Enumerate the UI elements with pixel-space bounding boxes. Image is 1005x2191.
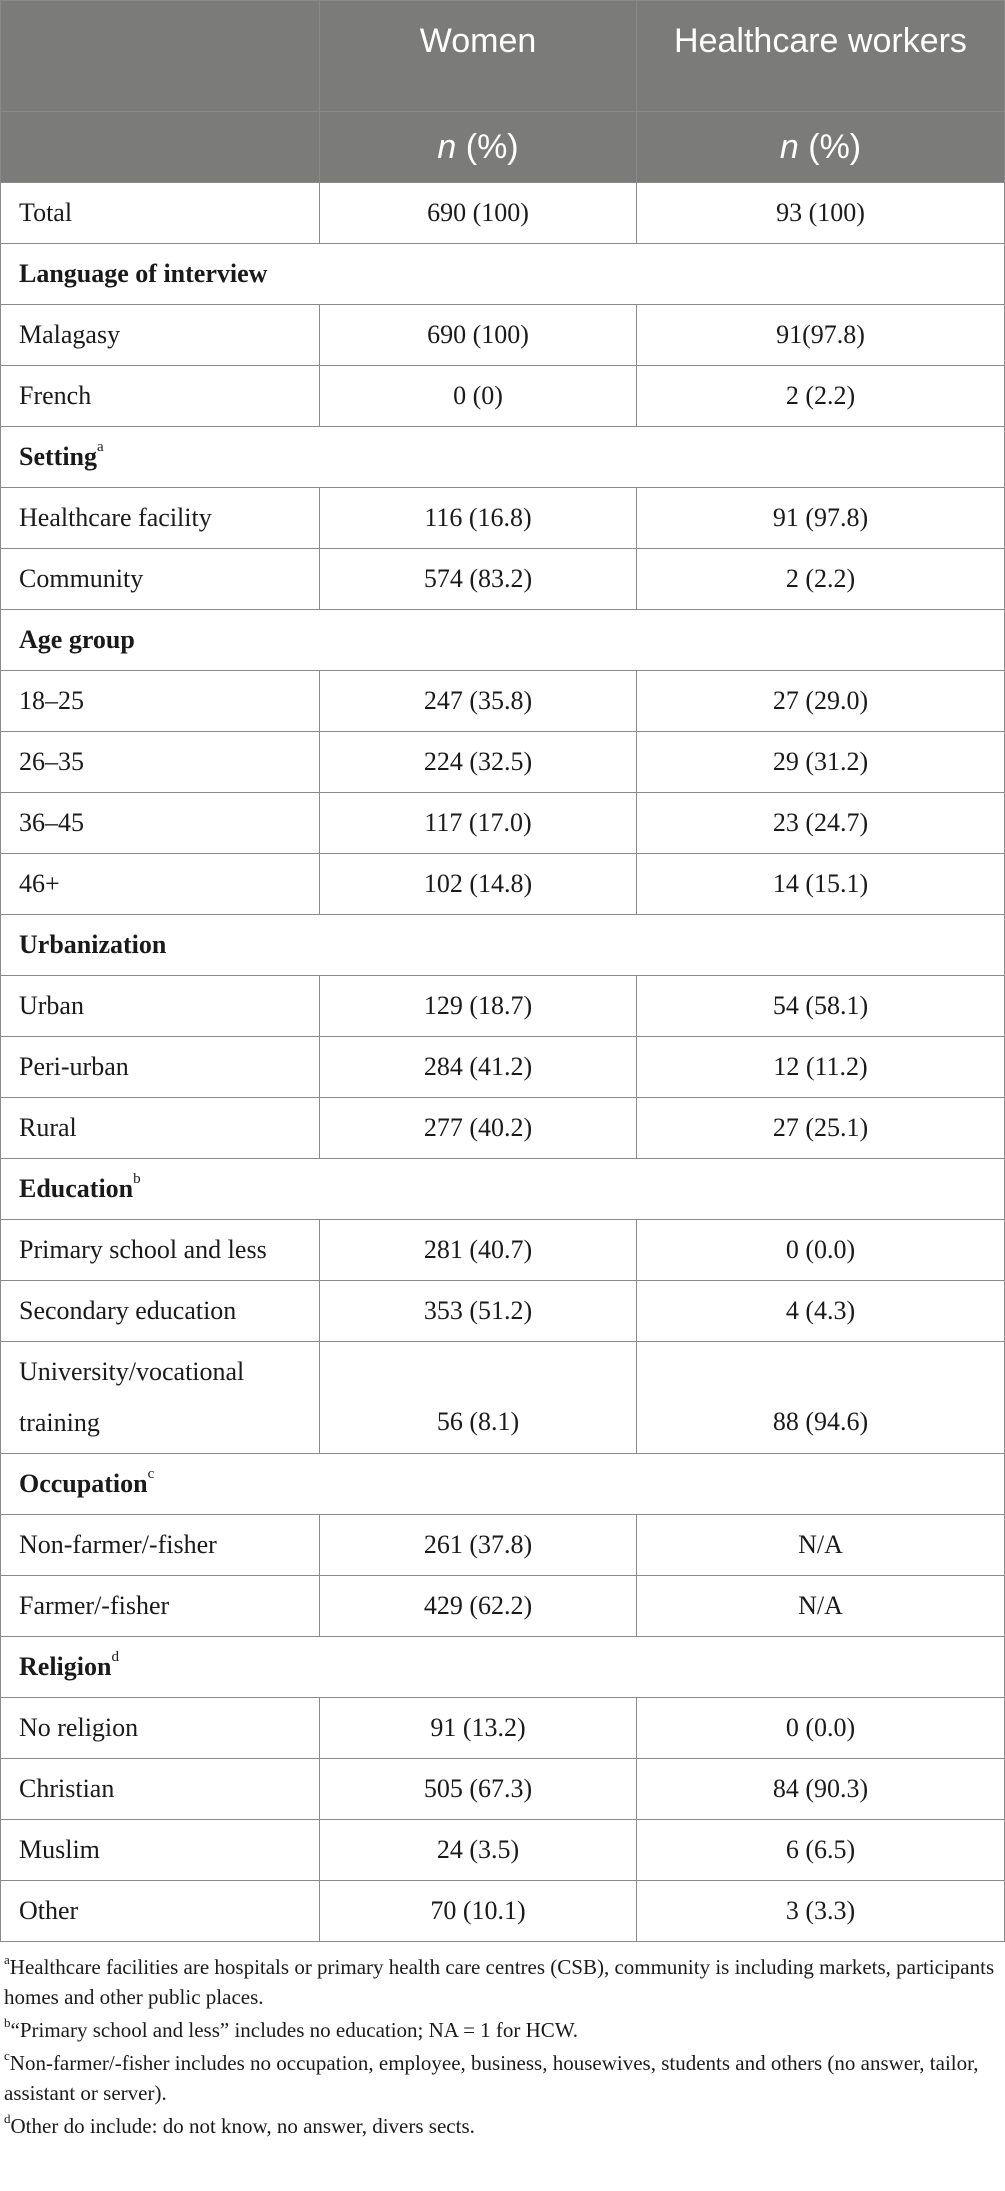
- table-row: [1, 854, 1005, 915]
- section-title: Education: [19, 1174, 134, 1203]
- n-symbol: n: [437, 128, 457, 166]
- row-label: University/vocational training: [1, 1342, 320, 1454]
- hcw-value: 3 (3.3): [637, 1881, 1005, 1942]
- hcw-value: 84 (90.3): [637, 1759, 1005, 1820]
- table-row: [1, 671, 1005, 732]
- hcw-value: 27 (29.0): [637, 671, 1005, 732]
- row-label: Community: [1, 549, 320, 610]
- header-women-unit: [320, 112, 637, 183]
- hcw-value: 2 (2.2): [637, 549, 1005, 610]
- table-row: [1, 732, 1005, 793]
- women-value: 91 (13.2): [320, 1698, 637, 1759]
- footnote-marker: c: [147, 1466, 155, 1483]
- women-value: 24 (3.5): [320, 1820, 637, 1881]
- women-value: 505 (67.3): [320, 1759, 637, 1820]
- table-row: [1, 366, 1005, 427]
- women-value: 690 (100): [320, 183, 637, 244]
- hcw-value: 54 (58.1): [637, 976, 1005, 1037]
- percent-label: (%): [798, 128, 862, 166]
- n-symbol: n: [779, 128, 799, 166]
- table-row: [1, 976, 1005, 1037]
- hcw-value: 91(97.8): [637, 305, 1005, 366]
- section-row: [1, 915, 1005, 976]
- women-value: 690 (100): [320, 305, 637, 366]
- footnote-text: Healthcare facilities are hospitals or primary health care centres (CSB), community is including markets, participants homes and other public places.: [4, 1955, 995, 2009]
- footnote: [0, 1952, 1000, 2012]
- section-title: Language of interview: [19, 259, 268, 288]
- table-row: [1, 793, 1005, 854]
- women-value: 281 (40.7): [320, 1220, 637, 1281]
- section-title: Urbanization: [19, 930, 167, 959]
- table-row: [1, 1515, 1005, 1576]
- table-row: [1, 183, 1005, 244]
- header-blank-cell: [1, 112, 320, 183]
- section-title: Occupation: [19, 1469, 148, 1498]
- table-row: [1, 549, 1005, 610]
- footnote-marker: d: [4, 2111, 11, 2126]
- table-row: [1, 488, 1005, 549]
- hcw-value: 0 (0.0): [637, 1220, 1005, 1281]
- hcw-value: 29 (31.2): [637, 732, 1005, 793]
- footnote-marker: a: [4, 1952, 10, 1967]
- women-value: 429 (62.2): [320, 1576, 637, 1637]
- women-value: 277 (40.2): [320, 1098, 637, 1159]
- section-heading: [1, 427, 1005, 488]
- section-row: [1, 1159, 1005, 1220]
- header-healthcare-workers: Healthcare workers: [637, 1, 1005, 112]
- header-hcw-unit: [637, 112, 1005, 183]
- table-header: [1, 1, 1005, 183]
- row-label: French: [1, 366, 320, 427]
- section-heading: [1, 610, 1005, 671]
- hcw-value: 14 (15.1): [637, 854, 1005, 915]
- section-row: [1, 427, 1005, 488]
- footnote-marker: a: [97, 439, 104, 456]
- row-label: 18–25: [1, 671, 320, 732]
- hcw-value: 23 (24.7): [637, 793, 1005, 854]
- percent-label: (%): [456, 128, 519, 166]
- header-row-titles: [1, 1, 1005, 112]
- hcw-value: 0 (0.0): [637, 1698, 1005, 1759]
- footnote-marker: c: [4, 2048, 10, 2063]
- section-title: Age group: [19, 625, 135, 654]
- footnote-marker: b: [4, 2015, 11, 2030]
- table-row: [1, 1342, 1005, 1454]
- table-row: [1, 305, 1005, 366]
- hcw-value: 12 (11.2): [637, 1037, 1005, 1098]
- row-label: Peri-urban: [1, 1037, 320, 1098]
- row-label: Farmer/-fisher: [1, 1576, 320, 1637]
- women-value: 574 (83.2): [320, 549, 637, 610]
- table-footnotes: [0, 1952, 1000, 2144]
- row-label: Muslim: [1, 1820, 320, 1881]
- women-value: 70 (10.1): [320, 1881, 637, 1942]
- table-row: [1, 1098, 1005, 1159]
- section-row: [1, 1454, 1005, 1515]
- hcw-value: N/A: [637, 1576, 1005, 1637]
- hcw-value: 27 (25.1): [637, 1098, 1005, 1159]
- footnote: [0, 2111, 1000, 2141]
- women-value: 102 (14.8): [320, 854, 637, 915]
- table-body: [1, 183, 1005, 1942]
- table-row: [1, 1759, 1005, 1820]
- table-row: [1, 1037, 1005, 1098]
- hcw-value: 93 (100): [637, 183, 1005, 244]
- footnote-text: Other do include: do not know, no answer, divers sects.: [10, 2114, 475, 2138]
- row-label: Primary school and less: [1, 1220, 320, 1281]
- row-label: Secondary education: [1, 1281, 320, 1342]
- header-women: Women: [320, 1, 637, 112]
- women-value: 284 (41.2): [320, 1037, 637, 1098]
- row-label: Urban: [1, 976, 320, 1037]
- row-label: Malagasy: [1, 305, 320, 366]
- footnote-text: Non-farmer/-fisher includes no occupation, employee, business, housewives, students and others (no answer, tailor, assistant or server).: [4, 2051, 979, 2105]
- hcw-value: 2 (2.2): [637, 366, 1005, 427]
- women-value: 117 (17.0): [320, 793, 637, 854]
- section-row: [1, 244, 1005, 305]
- footnote: [0, 2048, 1000, 2108]
- hcw-value: 6 (6.5): [637, 1820, 1005, 1881]
- women-value: 56 (8.1): [320, 1342, 637, 1454]
- row-label: Other: [1, 1881, 320, 1942]
- table-row: [1, 1576, 1005, 1637]
- section-row: [1, 1637, 1005, 1698]
- section-heading: [1, 1454, 1005, 1515]
- row-label: Rural: [1, 1098, 320, 1159]
- row-label: Christian: [1, 1759, 320, 1820]
- section-row: [1, 610, 1005, 671]
- header-blank-cell: [1, 1, 320, 112]
- row-label: Non-farmer/-fisher: [1, 1515, 320, 1576]
- section-title: Setting: [19, 442, 97, 471]
- table-row: [1, 1281, 1005, 1342]
- row-label: Healthcare facility: [1, 488, 320, 549]
- row-label: Total: [1, 183, 320, 244]
- section-heading: [1, 244, 1005, 305]
- footnote-text: “Primary school and less” includes no education; NA = 1 for HCW.: [10, 2018, 578, 2042]
- row-label: 36–45: [1, 793, 320, 854]
- row-label: No religion: [1, 1698, 320, 1759]
- table-row: [1, 1881, 1005, 1942]
- table-row: [1, 1698, 1005, 1759]
- hcw-value: 91 (97.8): [637, 488, 1005, 549]
- section-heading: [1, 1159, 1005, 1220]
- footnote-marker: d: [111, 1649, 119, 1666]
- women-value: 129 (18.7): [320, 976, 637, 1037]
- women-value: 261 (37.8): [320, 1515, 637, 1576]
- row-label: 46+: [1, 854, 320, 915]
- hcw-value: 88 (94.6): [637, 1342, 1005, 1454]
- women-value: 353 (51.2): [320, 1281, 637, 1342]
- footnote-marker: b: [133, 1171, 141, 1188]
- table-row: [1, 1820, 1005, 1881]
- women-value: 0 (0): [320, 366, 637, 427]
- section-title: Religion: [19, 1652, 112, 1681]
- hcw-value: N/A: [637, 1515, 1005, 1576]
- footnote: [0, 2015, 1000, 2045]
- row-label: 26–35: [1, 732, 320, 793]
- hcw-value: 4 (4.3): [637, 1281, 1005, 1342]
- header-row-units: [1, 112, 1005, 183]
- women-value: 247 (35.8): [320, 671, 637, 732]
- women-value: 224 (32.5): [320, 732, 637, 793]
- section-heading: [1, 1637, 1005, 1698]
- women-value: 116 (16.8): [320, 488, 637, 549]
- section-heading: [1, 915, 1005, 976]
- table-row: [1, 1220, 1005, 1281]
